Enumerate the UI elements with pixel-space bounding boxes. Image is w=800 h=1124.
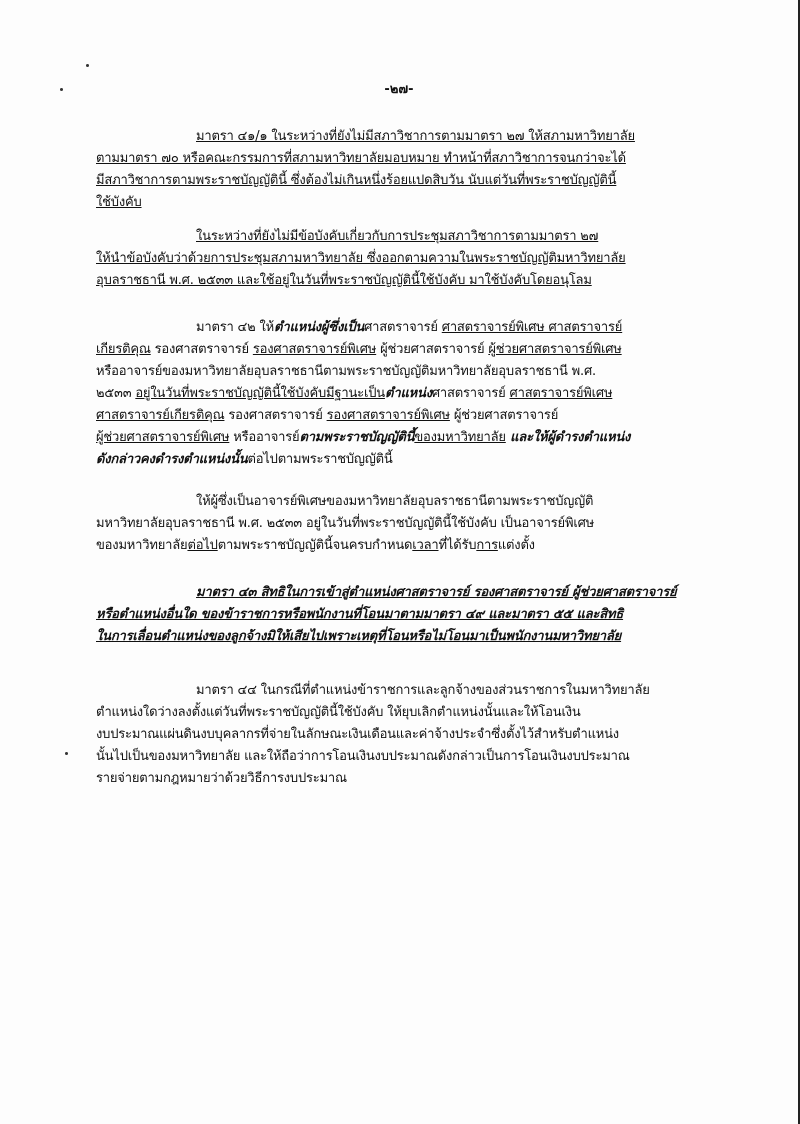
text-line: ให้นำข้อบังคับว่าด้วยการประชุมสภามหาวิทยาลัย ซึ่งออกตามความในพระราชบัญญัติมหาวิทยาลัย — [96, 251, 626, 266]
text-run: ต่อไปตามพระราชบัญญัตินี้ — [247, 452, 393, 467]
text-line: รายจ่ายตามกฎหมายว่าด้วยวิธีการงบประมาณ — [96, 771, 347, 786]
text-line: ในการเลื่อนตำแหน่งของลูกจ้างมิให้เสียไปเพราะเหตุที่โอนหรือไม่โอนมาเป็นพนักงานมหาวิทยาลัย — [96, 629, 622, 644]
section-41-1-paragraph-2 — [96, 226, 688, 292]
text-run: หรืออาจารย์ — [229, 430, 300, 445]
text-run: ศาสตราจารย์ — [431, 386, 510, 401]
text-line: หรืออาจารย์ของมหาวิทยาลัยอุบลราชธานีตามพระราชบัญญัติมหาวิทยาลัยอุบลราชธานี พ.ศ. — [96, 364, 596, 379]
text-run: ศาสตราจารย์พิเศษ — [509, 386, 613, 401]
text-run: รองศาสตราจารย์ — [224, 408, 327, 423]
text-line: มหาวิทยาลัยอุบลราชธานี พ.ศ. ๒๕๓๓ อยู่ในวันที่พระราชบัญญัตินี้ใช้บังคับ เป็นอาจารย์พิเศษ — [96, 516, 595, 531]
text-line: ตำแหน่งใดว่างลงตั้งแต่วันที่พระราชบัญญัตินี้ใช้บังคับ ให้ยุบเลิกตำแหน่งนั้นและให้โอนเงิน — [96, 705, 581, 720]
scan-speck — [65, 752, 68, 755]
page-number: -๒๗- — [384, 82, 414, 97]
text-run: การ — [476, 538, 498, 553]
text-line: มาตรา ๔๓ สิทธิในการเข้าสู่ตำแหน่งศาสตราจารย์ รองศาสตราจารย์ ผู้ช่วยศาสตราจารย์ — [196, 585, 677, 600]
text-run: ผู้ช่วยศาสตราจารย์พิเศษ — [96, 430, 230, 445]
text-run: ผู้ช่วยศาสตราจารย์ — [376, 342, 489, 357]
text-run: ศาสตราจารย์พิเศษ ศาสตราจารย์ — [441, 320, 623, 335]
text-run: มาตรา ๔๒ ให้ — [196, 320, 274, 335]
section-41-1 — [96, 126, 688, 214]
text-run: รองศาสตราจารย์ — [150, 342, 253, 357]
text-line: ตามมาตรา ๗๐ หรือคณะกรรมการที่สภามหาวิทยาลัยมอบหมาย ทำหน้าที่สภาวิชาการจนกว่าจะได้ — [96, 151, 626, 166]
text-run: รองศาสตราจารย์พิเศษ — [326, 408, 450, 423]
text-run: ตำแหน่ง — [384, 386, 432, 401]
text-line — [96, 449, 688, 471]
text-run: เกียรติคุณ — [96, 342, 151, 357]
text-run: เวลา — [412, 538, 439, 553]
text-line — [96, 427, 688, 449]
text-line: มีสภาวิชาการตามพระราชบัญญัตินี้ ซึ่งต้องไม่เกินหนึ่งร้อยแปดสิบวัน นับแต่วันที่พระราชบัญญัตินี้ — [96, 173, 617, 188]
text-run: ของมหาวิทยาลัย — [414, 430, 506, 445]
text-line: ในระหว่างที่ยังไม่มีข้อบังคับเกี่ยวกับการประชุมสภาวิชาการตามมาตรา ๒๗ — [196, 229, 599, 244]
text-line: มาตรา ๔๔ ในกรณีที่ตำแหน่งข้าราชการและลูกจ้างของส่วนราชการในมหาวิทยาลัย — [196, 683, 650, 698]
text-run: ผู้ช่วยศาสตราจารย์ — [449, 408, 559, 423]
text-run: แต่งตั้ง — [497, 538, 535, 553]
text-run: ดังกล่าวคงดำรงตำแหน่งนั้น — [96, 452, 248, 467]
section-42 — [96, 317, 688, 471]
text-run: ตำแหน่งผู้ซึ่งเป็น — [273, 320, 365, 335]
text-line — [96, 339, 688, 361]
text-run: อยู่ในวันที่พระราชบัญญัตินี้ใช้บังคับมีฐานะเป็น — [135, 386, 385, 401]
text-run: ตามพระราชบัญญัตินี้จนครบกำหนด — [217, 538, 413, 553]
scan-speck — [86, 64, 89, 67]
text-run: ศาสตราจารย์ — [364, 320, 442, 335]
text-line: ใช้บังคับ — [96, 195, 142, 210]
section-42-paragraph-2 — [96, 491, 688, 557]
text-line: มาตรา ๔๑/๑ ในระหว่างที่ยังไม่มีสภาวิชาการตามมาตรา ๒๗ ให้สภามหาวิทยาลัย — [196, 129, 635, 144]
text-line — [96, 405, 688, 427]
text-run: และให้ผู้ดำรงตำแหน่ง — [505, 430, 631, 445]
text-line: หรือตำแหน่งอื่นใด ของข้าราชการหรือพนักงานที่โอนมาตามมาตรา ๔๙ และมาตรา ๕๕ และสิทธิ — [96, 607, 624, 622]
text-run: ของมหาวิทยาลัย — [96, 538, 188, 553]
text-line: นั้นไปเป็นของมหาวิทยาลัย และให้ถือว่าการโอนเงินงบประมาณดังกล่าวเป็นการโอนเงินงบประมาณ — [96, 749, 630, 764]
section-43 — [96, 582, 688, 648]
text-run: ที่ได้รับ — [438, 538, 477, 553]
text-run: ผู้ช่วยศาสตราจารย์พิเศษ — [488, 342, 622, 357]
text-line: งบประมาณแผ่นดินงบบุคลากรที่จ่ายในลักษณะเงินเดือนและค่าจ้างประจำซึ่งตั้งไว้สำหรับตำแหน่ง — [96, 727, 619, 742]
text-run: ต่อไป — [187, 538, 218, 553]
text-run: รองศาสตราจารย์พิเศษ — [252, 342, 377, 357]
text-line — [96, 535, 688, 557]
text-run: ศาสตราจารย์เกียรติคุณ — [96, 408, 225, 423]
text-run: ๒๕๓๓ — [96, 386, 136, 401]
text-line — [96, 383, 688, 405]
text-run: ตามพระราชบัญญัตินี้ — [299, 430, 415, 445]
text-line — [96, 317, 688, 339]
text-line: ให้ผู้ซึ่งเป็นอาจารย์พิเศษของมหาวิทยาลัยอุบลราชธานีตามพระราชบัญญัติ — [196, 494, 594, 509]
text-line: อุบลราชธานี พ.ศ. ๒๕๓๓ และใช้อยู่ในวันที่พระราชบัญญัตินี้ใช้บังคับ มาใช้บังคับโดยอนุโลม — [96, 273, 592, 288]
section-44 — [96, 680, 688, 790]
